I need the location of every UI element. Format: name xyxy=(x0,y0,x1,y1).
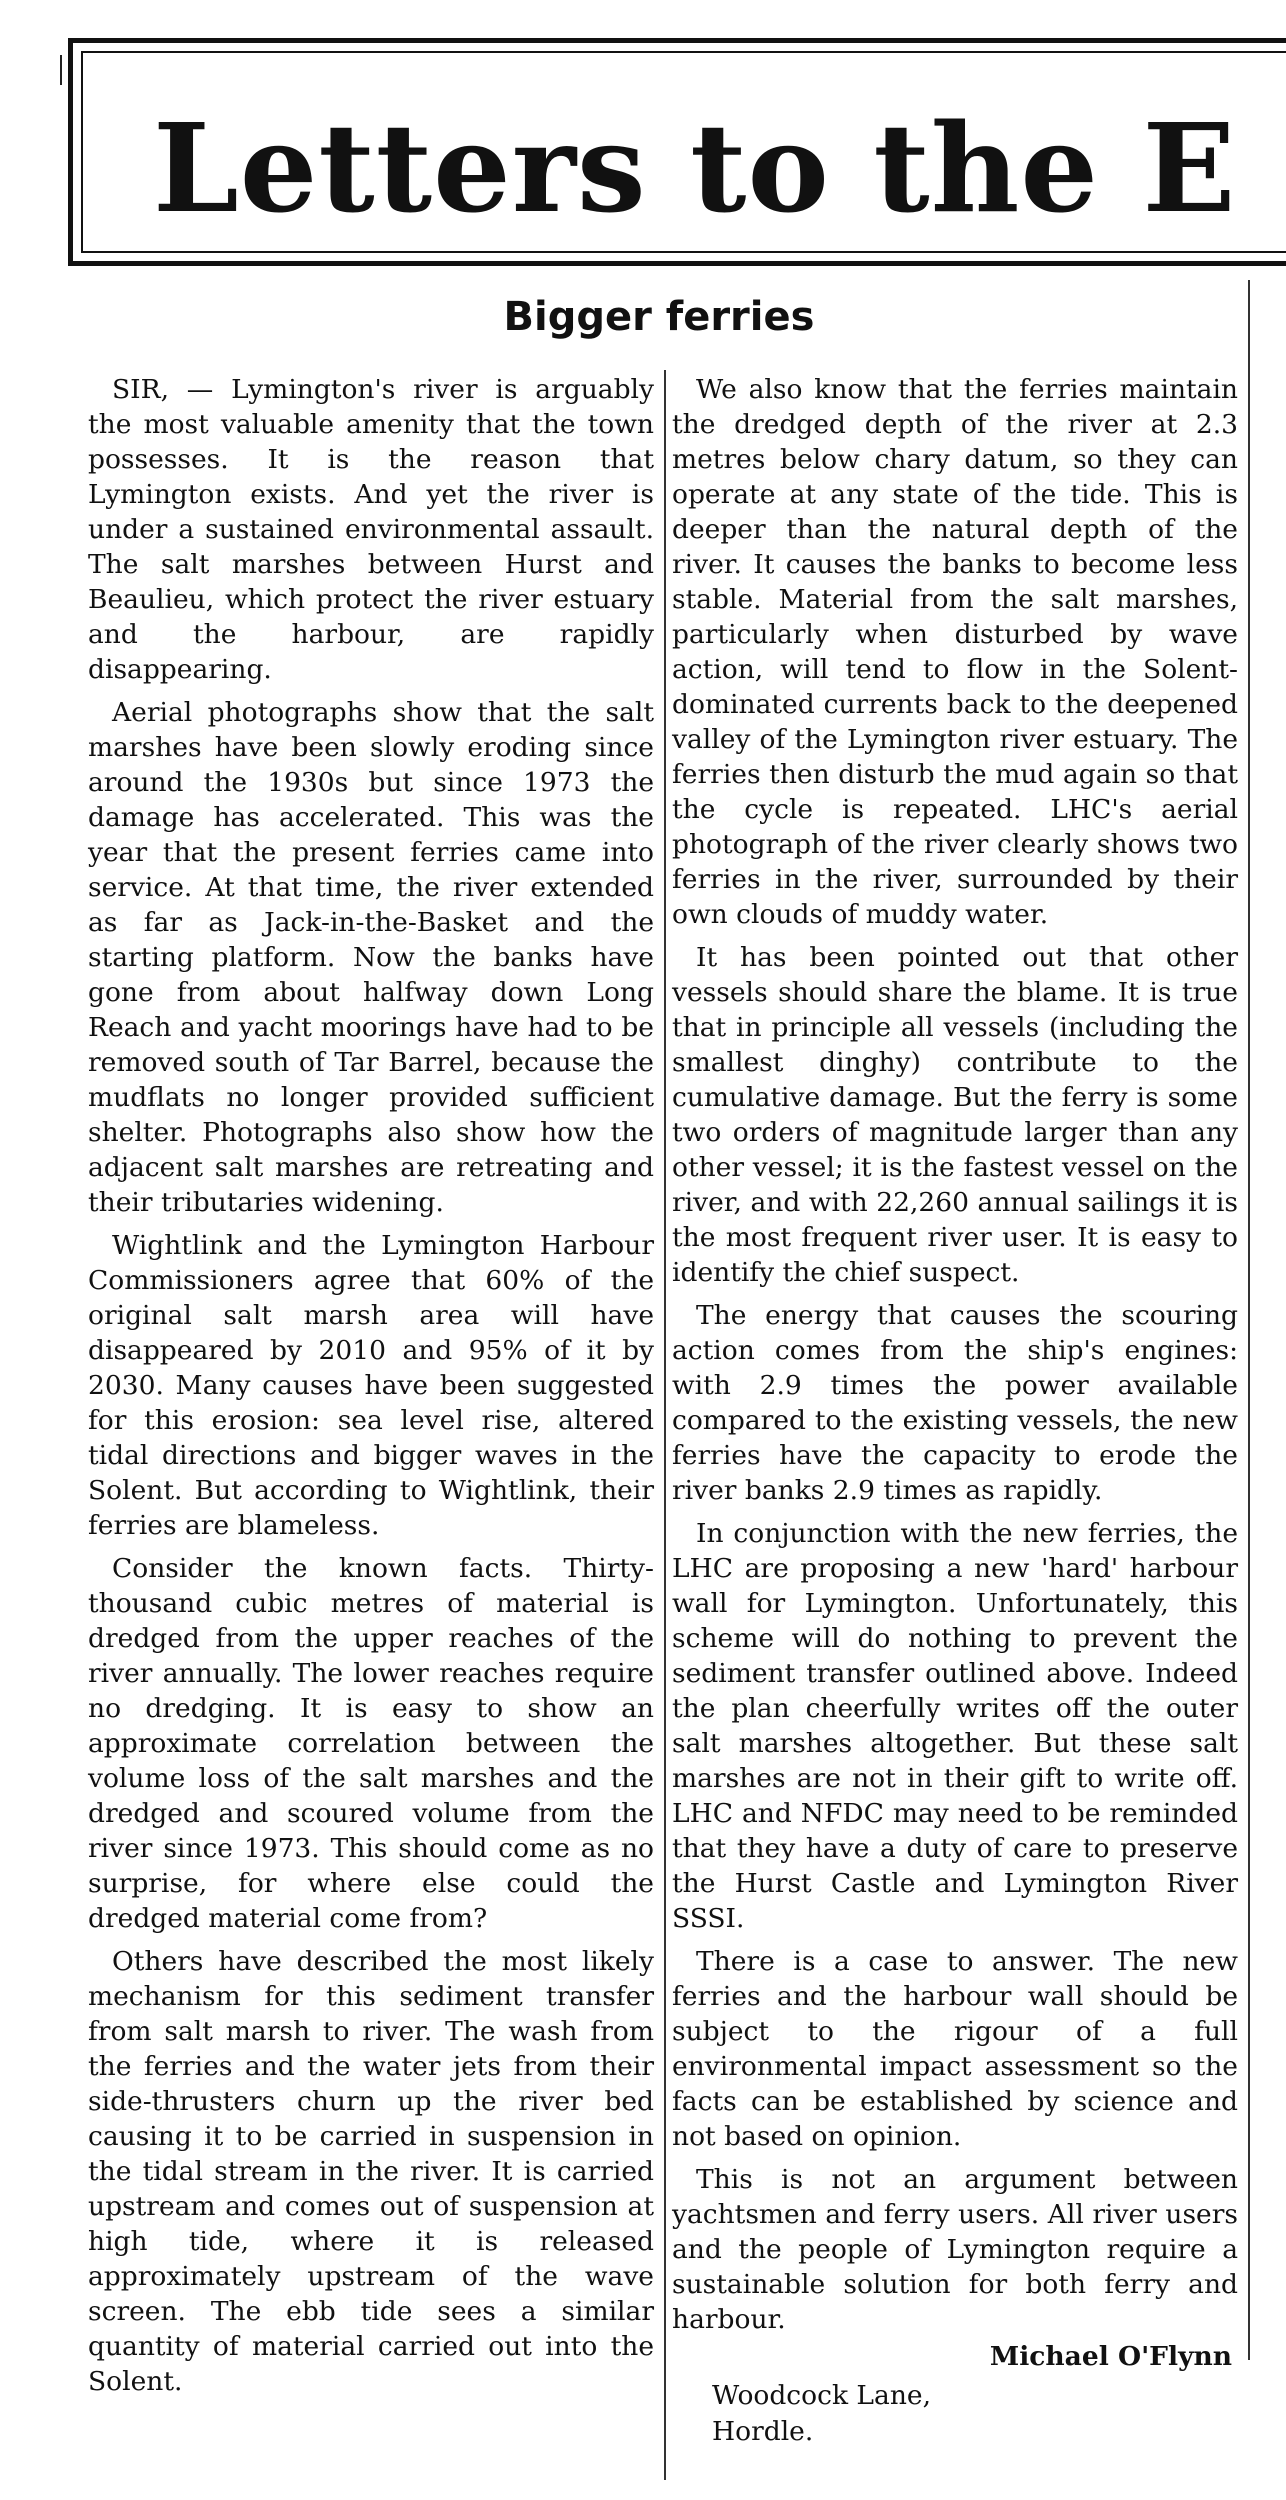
paragraph: Aerial photographs show that the salt marshes have been slowly eroding since around the 1930s but since 1973 the damage has accelerated. This was the year that the present ferries came into service. At that time, the river extended as far as Jack-in-the-Basket and the starting platform. Now the banks have gone from about halfway down Long Reach and yacht moorings have had to be removed south of Tar Barrel, because the mudflats no longer provided sufficient shelter. Photographs also show how the adjacent salt marshes are retreating and their tributaries widening. xyxy=(88,697,654,1218)
paragraph: In conjunction with the new ferries, the LHC are proposing a new 'hard' harbour wall for Lymington. Unfortunately, this scheme will do nothing to prevent the sediment transfer outlined above. Indeed the plan cheerfully writes off the outer salt marshes altogether. But these salt marshes are not in their gift to write off. LHC and NFDC may need to be reminded that they have a duty of care to preserve the Hurst Castle and Lymington River SSSI. xyxy=(672,1518,1238,1934)
right-column xyxy=(672,372,1238,2450)
left-column xyxy=(88,372,654,2407)
letter-signature: Michael O'Flynn xyxy=(989,2341,1232,2372)
left-edge-rule xyxy=(60,55,62,85)
right-column-rule xyxy=(1248,280,1250,2360)
column-divider xyxy=(664,370,666,2480)
letter-headline: Bigger ferries xyxy=(503,294,815,340)
masthead-box xyxy=(68,38,1286,266)
paragraph: This is not an argument between yachtsmen and ferry users. All river users and the people of Lymington require a sustainable solution for both ferry and harbour. xyxy=(672,2164,1238,2335)
letter-address xyxy=(712,2378,1238,2450)
paragraph: It has been pointed out that other vessels should share the blame. It is true that in principle all vessels (including the smallest dinghy) contribute to the cumulative damage. But the ferry is some two orders of magnitude larger than any other vessel; it is the fastest vessel on the river, and with 22,260 annual sailings it is the most frequent river user. It is easy to identify the chief suspect. xyxy=(672,942,1238,1288)
paragraph: The energy that causes the scouring action comes from the ship's engines: with 2.9 times the power available compared to the existing vessels, the new ferries have the capacity to erode the river banks 2.9 times as rapidly. xyxy=(672,1300,1238,1506)
masthead-title: Letters to the E xyxy=(153,96,1237,240)
address-line: Hordle. xyxy=(712,2416,814,2447)
paragraph: There is a case to answer. The new ferries and the harbour wall should be subject to the rigour of a full environmental impact assessment so the facts can be established by science and not based on opinion. xyxy=(672,1946,1238,2152)
paragraph: SIR, — Lymington's river is arguably the most valuable amenity that the town possesses. It is the reason that Lymington exists. And yet the river is under a sustained environmental assault. The salt marshes between Hurst and Beaulieu, which protect the river estuary and the harbour, are rapidly disappearing. xyxy=(88,374,654,685)
paragraph: Wightlink and the Lymington Harbour Commissioners agree that 60% of the original salt marsh area will have disappeared by 2010 and 95% of it by 2030. Many causes have been suggested for this erosion: sea level rise, altered tidal directions and bigger waves in the Solent. But according to Wightlink, their ferries are blameless. xyxy=(88,1230,654,1541)
paragraph: We also know that the ferries maintain the dredged depth of the river at 2.3 metres below chary datum, so they can operate at any state of the tide. This is deeper than the natural depth of the river. It causes the banks to become less stable. Material from the salt marshes, particularly when disturbed by wave action, will tend to flow in the Solent-dominated currents back to the deepened valley of the Lymington river estuary. The ferries then disturb the mud again so that the cycle is repeated. LHC's aerial photograph of the river clearly shows two ferries in the river, surrounded by their own clouds of muddy water. xyxy=(672,374,1238,930)
address-line: Woodcock Lane, xyxy=(712,2380,932,2411)
paragraph: Others have described the most likely mechanism for this sediment transfer from salt marsh to river. The wash from the ferries and the water jets from their side-thrusters churn up the river bed causing it to be carried in suspension in the tidal stream in the river. It is carried upstream and comes out of suspension at high tide, where it is released approximately upstream of the wave screen. The ebb tide sees a similar quantity of material carried out into the Solent. xyxy=(88,1946,654,2397)
paragraph: Consider the known facts. Thirty-thousand cubic metres of material is dredged from the upper reaches of the river annually. The lower reaches require no dredging. It is easy to show an approximate correlation between the volume loss of the salt marshes and the dredged and scoured volume from the river since 1973. This should come as no surprise, for where else could the dredged material come from? xyxy=(88,1553,654,1934)
